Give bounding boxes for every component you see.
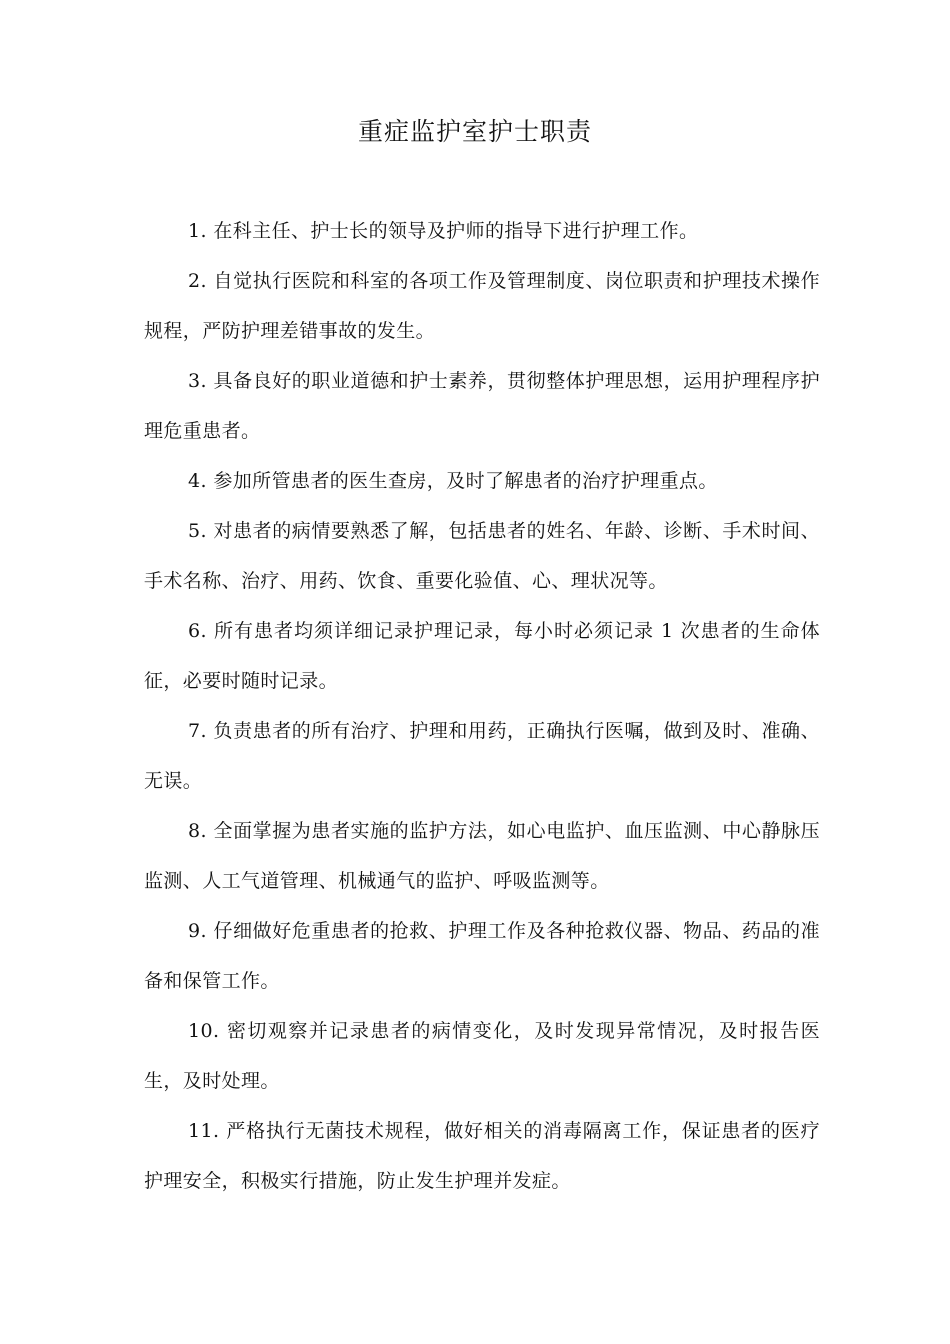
duty-item-3: 3. 具备良好的职业道德和护士素养，贯彻整体护理思想，运用护理程序护理危重患者。 (144, 370, 820, 442)
duty-item-5: 5. 对患者的病情要熟悉了解，包括患者的姓名、年龄、诊断、手术时间、手术名称、治疗、用药、饮食、重要化验值、心、理状况等。 (144, 520, 820, 592)
duty-item-11: 11. 严格执行无菌技术规程，做好相关的消毒隔离工作，保证患者的医疗护理安全，积极实行措施，防止发生护理并发症。 (144, 1120, 820, 1192)
duty-item-2: 2. 自觉执行医院和科室的各项工作及管理制度、岗位职责和护理技术操作规程，严防护理差错事故的发生。 (144, 270, 820, 342)
duty-item-10: 10. 密切观察并记录患者的病情变化，及时发现异常情况，及时报告医生，及时处理。 (144, 1020, 820, 1092)
duty-item-7: 7. 负责患者的所有治疗、护理和用药，正确执行医嘱，做到及时、准确、无误。 (144, 720, 820, 792)
duty-item-6: 6. 所有患者均须详细记录护理记录，每小时必须记录 1 次患者的生命体征，必要时随时记录。 (144, 620, 820, 692)
duty-item-8: 8. 全面掌握为患者实施的监护方法，如心电监护、血压监测、中心静脉压监测、人工气道管理、机械通气的监护、呼吸监测等。 (144, 820, 820, 892)
duty-item-9: 9. 仔细做好危重患者的抢救、护理工作及各种抢救仪器、物品、药品的准备和保管工作。 (144, 920, 820, 992)
duty-list (144, 206, 820, 1206)
duty-item-4: 4. 参加所管患者的医生查房，及时了解患者的治疗护理重点。 (188, 470, 718, 492)
page-title: 重症监护室护士职责 (357, 117, 592, 146)
duty-item-1: 1. 在科主任、护士长的领导及护师的指导下进行护理工作。 (188, 220, 699, 242)
